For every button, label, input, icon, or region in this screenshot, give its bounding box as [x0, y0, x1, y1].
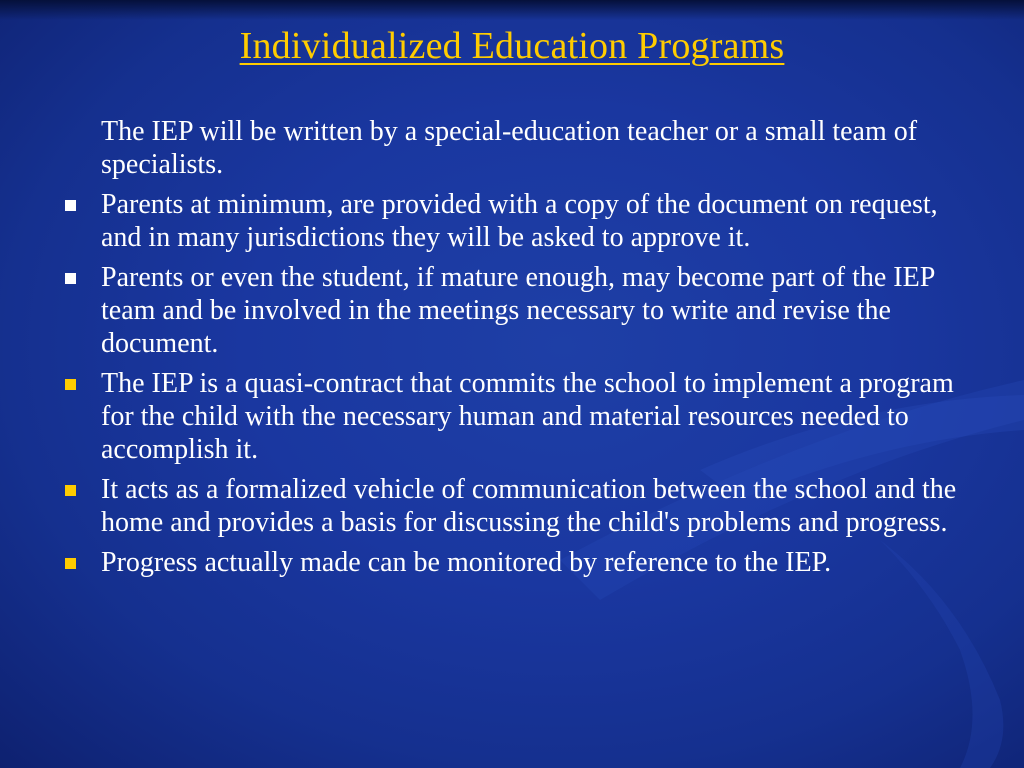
item-text: Progress actually made can be monitored by reference to the IEP.	[101, 547, 832, 578]
list-item	[60, 473, 965, 539]
list-item	[60, 261, 965, 360]
yellow-square-bullet-icon	[65, 485, 76, 496]
bullet-list	[60, 115, 965, 586]
white-square-bullet-icon	[65, 273, 76, 284]
list-item	[60, 367, 965, 466]
yellow-square-bullet-icon	[65, 379, 76, 390]
list-item	[60, 546, 965, 579]
item-text: The IEP is a quasi-contract that commits the school to implement a program for the child with the necessary human and material resources needed to accomplish it.	[101, 368, 954, 465]
list-item	[60, 188, 965, 254]
yellow-square-bullet-icon	[65, 558, 76, 569]
item-text: Parents at minimum, are provided with a copy of the document on request, and in many jurisdictions they will be asked to approve it.	[101, 189, 938, 253]
list-item	[60, 115, 965, 181]
item-text: The IEP will be written by a special-education teacher or a small team of specialists.	[101, 116, 918, 180]
item-text: It acts as a formalized vehicle of communication between the school and the home and provides a basis for discussing the child's problems and progress.	[101, 474, 957, 538]
item-text: Parents or even the student, if mature enough, may become part of the IEP team and be involved in the meetings necessary to write and revise the document.	[101, 262, 935, 359]
white-square-bullet-icon	[65, 200, 76, 211]
slide-title: Individualized Education Programs	[239, 25, 785, 67]
